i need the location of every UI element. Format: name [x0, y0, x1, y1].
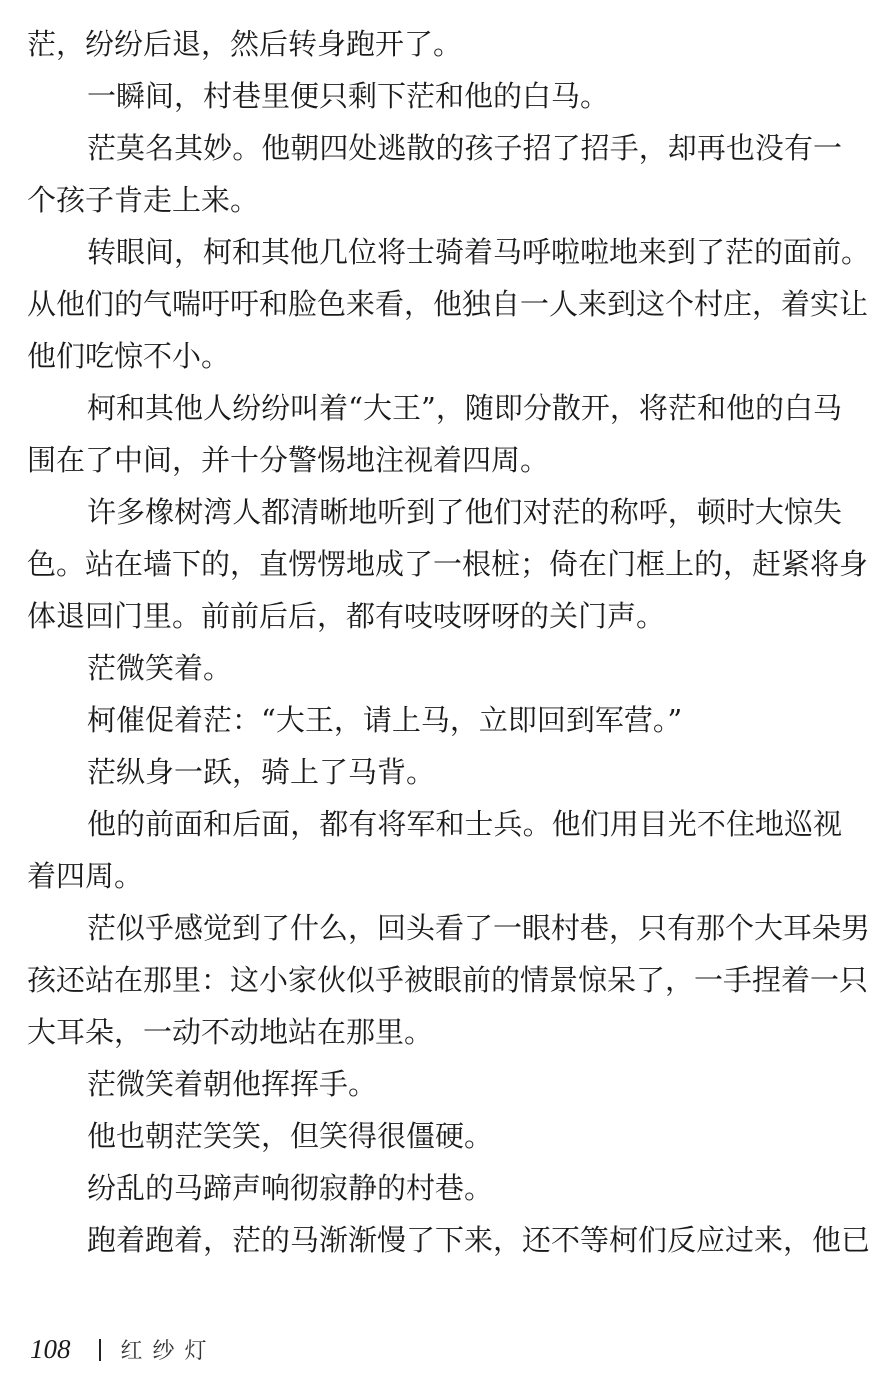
text-line: 许多橡树湾人都清晰地听到了他们对茫的称呼，顿时大惊失: [87, 495, 842, 529]
text-line: 茫微笑着。: [87, 651, 233, 685]
text-line: 孩还站在那里：这小家伙似乎被眼前的情景惊呆了，一手捏着一只: [27, 963, 869, 997]
book-title: 红纱灯: [120, 1339, 217, 1364]
text-line: 柯催促着茫：“大王，请上马，立即回到军营。”: [87, 703, 683, 737]
text-line: 他的前面和后面，都有将军和士兵。他们用目光不住地巡视: [87, 807, 842, 841]
text-line: 一瞬间，村巷里便只剩下茫和他的白马。: [87, 79, 610, 113]
text-line: 茫莫名其妙。他朝四处逃散的孩子招了招手，却再也没有一: [87, 131, 842, 165]
text-line: 他们吃惊不小。: [27, 339, 231, 373]
text-line: 个孩子肯走上来。: [27, 183, 260, 217]
text-line: 他也朝茫笑笑，但笑得很僵硬。: [87, 1119, 494, 1153]
text-line: 体退回门里。前前后后，都有吱吱呀呀的关门声。: [27, 599, 666, 633]
text-line: 围在了中间，并十分警惕地注视着四周。: [27, 443, 550, 477]
text-line: 着四周。: [27, 859, 144, 893]
text-line: 转眼间，柯和其他几位将士骑着马呼啦啦地来到了茫的面前。: [87, 235, 871, 269]
text-line: 色。站在墙下的，直愣愣地成了一根桩；倚在门框上的，赶紧将身: [27, 547, 869, 581]
text-line: 茫微笑着朝他挥挥手。: [87, 1067, 378, 1101]
text-line: 纷乱的马蹄声响彻寂静的村巷。: [87, 1171, 494, 1205]
text-line: 茫，纷纷后退，然后转身跑开了。: [27, 27, 463, 61]
text-line: 大耳朵，一动不动地站在那里。: [27, 1015, 434, 1049]
page-footer: [30, 1334, 217, 1365]
text-line: 跑着跑着，茫的马渐渐慢了下来，还不等柯们反应过来，他已: [87, 1223, 871, 1257]
text-line: 柯和其他人纷纷叫着“大王”，随即分散开，将茫和他的白马: [87, 391, 842, 425]
text-line: 从他们的气喘吁吁和脸色来看，他独自一人来到这个村庄，着实让: [27, 287, 869, 321]
text-line: 茫纵身一跃，骑上了马背。: [87, 755, 436, 789]
footer-divider: [99, 1339, 101, 1361]
page-number: 108: [30, 1334, 71, 1364]
text-line: 茫似乎感觉到了什么，回头看了一眼村巷，只有那个大耳朵男: [87, 911, 871, 945]
